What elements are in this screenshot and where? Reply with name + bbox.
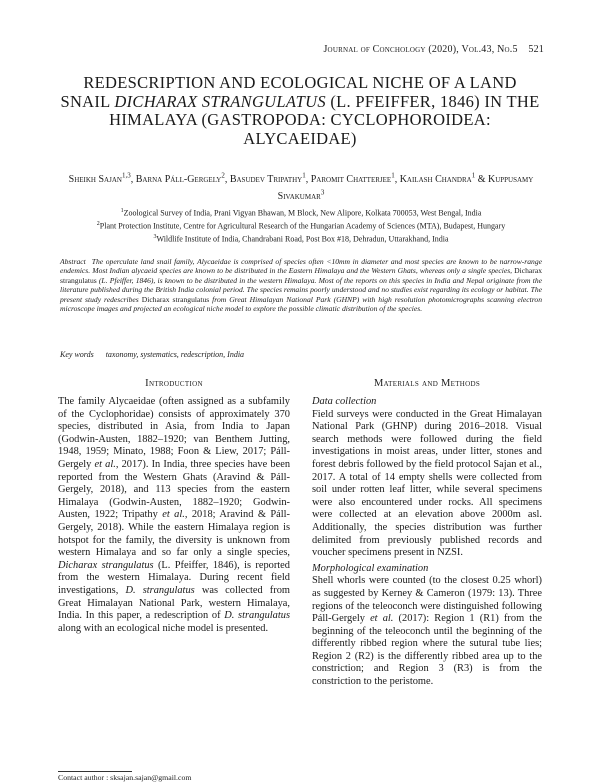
data-collection-subheading: Data collection — [312, 396, 377, 407]
methods-heading: Materials and Methods — [373, 378, 481, 389]
affiliation: $^3$Wildlife Institute of India, Chandrabani Road, Post Box #18, Dehradun, Uttarakhand, India — [153, 234, 449, 244]
author: Kailash Chandra$^1$ & — [399, 172, 486, 186]
introduction-paragraph: The family Alycaeidae (often assigned as a subfamily of the Cyclophoridae) consists of approximately 370 species, distributed in Asia, from India to Japan (Godwin-Austen, 1882–1920; van Benthem Jutting, 1948, 1959; Minato, 1988; Foon & Liew, 2017; Páll-Gergely et al., 2017). In India, three species have been reported from the Western Ghats (Aravind & Páll-Gergely, 2018), and 113 species from the eastern Himalaya (Godwin-Austen, 1882–1920; Godwin-Austen, 1922; Tripathy et al., 2018; Aravind & Páll-Gergely, 2018). While the eastern Himalaya region is hotspot for the family, the diversity is unknown from western Himalaya and so far only a single species, Dicharax strangulatus (L. Pfeiffer, 1846), is reported from the western Himalaya. During recent field investigations, D. strangulatus was collected from Great Himalayan National Park, western Himalaya, India. In this paper, a redescription of D. strangulatus along with an ecological niche model is presented. — [58, 396, 291, 634]
author: Paromit Chatterjee$^1$, — [310, 172, 398, 186]
introduction-body — [58, 396, 290, 635]
article-title — [60, 74, 540, 148]
page-number: 521 — [528, 44, 544, 55]
author: Sheikh Sajan$^{1,3}$, — [68, 172, 134, 186]
affiliation-list — [58, 206, 544, 245]
affiliation: $^1$Zoological Survey of India, Prani Vigyan Bhawan, M Block, New Alipore, Kolkata 700053, West Bengal, India — [120, 208, 482, 218]
keywords-text: taxonomy, systematics, redescription, India — [105, 350, 245, 359]
contact-footnote: Contact author : sksajan.sajan@gmail.com — [58, 773, 192, 782]
title-species: DICHARAX STRANGULATUS — [114, 91, 326, 111]
morphology-subheading: Morphological examination — [312, 562, 429, 574]
title-part-2: (L. PFEIFFER, 1846) IN THE HIMALAYA (GASTROPODA: CYCLOPHOROIDEA: ALYCAEIDAE) — [109, 91, 540, 148]
author: Kuppusamy Sivakumar$^3$ — [277, 174, 534, 202]
author: Basudev Tripathy$^1$, — [229, 172, 309, 186]
running-head — [323, 44, 544, 55]
author-list — [66, 170, 536, 203]
keywords — [60, 350, 542, 359]
title-part-1: REDESCRIPTION AND ECOLOGICAL NICHE OF A LAND SNAIL — [60, 73, 517, 111]
morphology-paragraph: Shell whorls were counted (to the closest 0.25 whorl) as suggested by Kerney & Cameron (1979: 13). Three regions of the teleoconch were distinguished following Páll-Gergely et al. (2017): Region 1 (R1) from the beginning of the teleoconch until the beginning of the differently ribbed region where the sutural tube lies; Region 2 (R2) is the differently ribbed area up to the constriction; and Region 3 (R3) is from the constriction to the peristome. — [312, 575, 543, 688]
author: Barna Páll-Gergely$^2$, — [135, 172, 228, 186]
introduction-heading: Introduction — [145, 378, 203, 389]
affiliation: $^2$Plant Protection Institute, Centre for Agricultural Research of the Hungarian Academy of Sciences (MTA), Budapest, Hungary — [96, 221, 506, 231]
abstract-label: Abstract — [60, 257, 86, 266]
footnote-divider — [58, 771, 132, 772]
methods-body — [312, 396, 542, 689]
keywords-label: Key words — [60, 350, 94, 359]
abstract: Abstract The operculate land snail family, Alycaeidae is comprised of species often <10mm in diameter and most species are known to be narrow-range endemics. Most Indian alycaeid species are known to be distributed in the Eastern Himalaya and the Western Ghats, whereas only a single species, Dicharax strangulatus (L. Pfeiffer, 1846), is known to be distributed in the western Himalaya. Most of the reports on this species in India and Nepal originate from the literature published during the British India colonial period. The species remains poorly understood and no studies exist regarding its ecology or habitat. The present study redescribes Dicharax strangulatus from Great Himalayan National Park (GHNP) with high resolution photomicrographs scanning electron microscope images and projected an ecological niche model to explore the possible climatic distribution of the species. — [60, 257, 542, 314]
journal-citation: Journal of Conchology (2020), Vol.43, No.5 — [323, 44, 518, 55]
data-collection-paragraph: Field surveys were conducted in the Great Himalayan National Park (GHNP) during 2016–2018. Visual search methods were followed during the field investigations in moist areas, under litter, stones and forest debris followed by the field protocol Sajan et al., 2017. A total of 14 empty shells were collected from soil under rotten leaf litter, while several specimens were also encountered under rocks. All specimens were collected at an elevation above 2000m asl. Additionally, the species distribution was further delimited from previously published records and voucher specimens present in NZSI. — [312, 408, 542, 559]
